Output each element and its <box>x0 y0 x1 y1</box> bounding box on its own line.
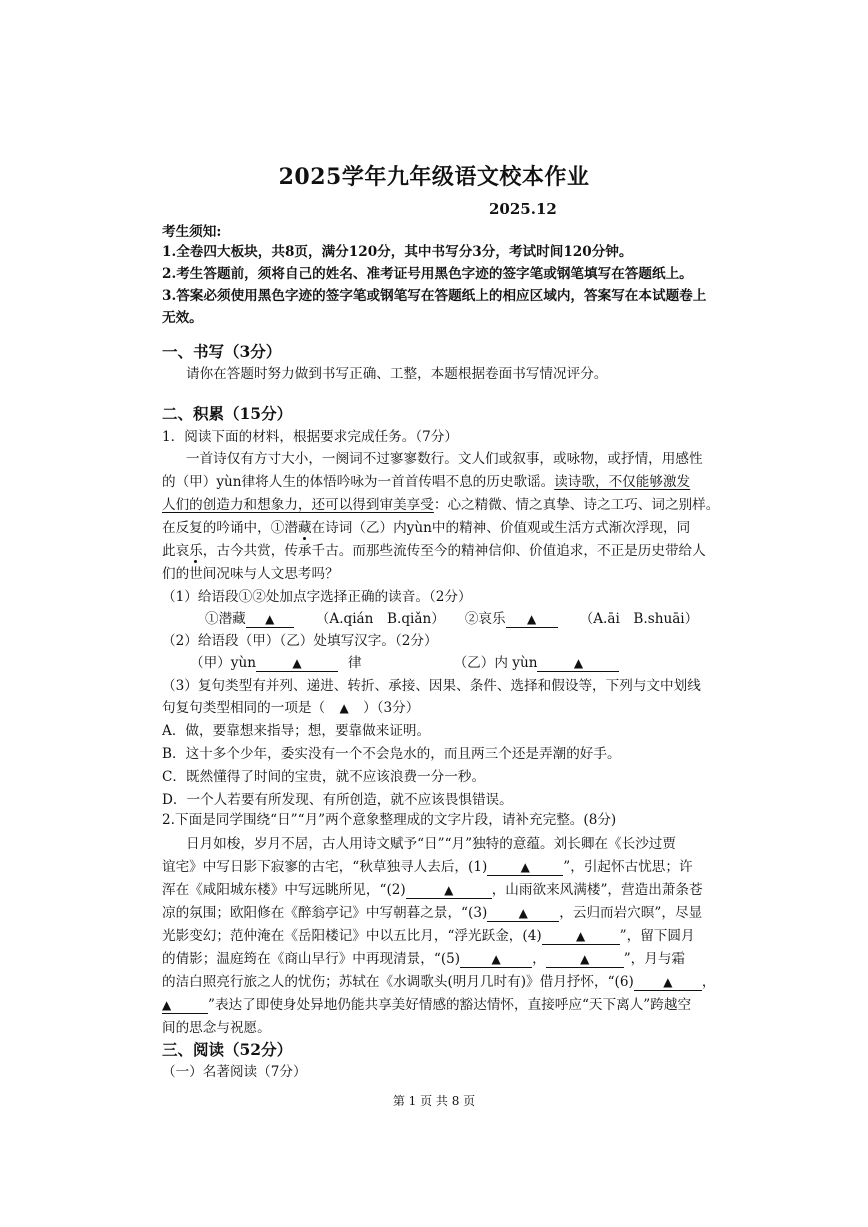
triangle-icon: ▲ <box>520 860 530 874</box>
underlined-sentence: 人们的创造力和想象力，还可以得到审美享受 <box>162 497 434 513</box>
answer-blank <box>162 998 208 1014</box>
section3-heading: 三、阅读（52分） <box>162 1040 293 1059</box>
underlined-sentence: 读诗歌，不仅能够激发 <box>554 474 691 490</box>
answer-blank <box>487 906 559 922</box>
q2-line: 的洁白照亮行旅之人的忧伤；苏轼在《水调歌头(明月几时有)》借月抒怀，“(6) ▲ ， <box>162 974 716 990</box>
dotted-char: 藏 <box>297 520 312 536</box>
choice-option: C．既然懂得了时间的宝贵，就不应该浪费一分一秒。 <box>162 769 486 785</box>
q2-line: 凉的氛围；欧阳修在《醉翁亭记》中写朝暮之景，“(3) ▲ ，云归而岩穴暝”，尽显 <box>162 905 703 921</box>
triangle-icon: ▲ <box>162 998 172 1012</box>
answer-blank <box>487 860 563 876</box>
q2-line: ▲ ”表达了即使身处异地仍能共享美好情感的豁达情怀，直接呼应“天下离人”跨越空 <box>162 997 692 1013</box>
choice-option: A．做，要靠想来指导；想，要靠做来证明。 <box>162 723 431 739</box>
exam-date: 2025.12 <box>489 200 557 218</box>
passage-line: 此哀乐，古今共赏，传承千古。而那些流传至今的精神信仰、价值追求，不正是历史带给人 <box>162 543 706 559</box>
q2-line: 浑在《咸阳城东楼》中写远眺所见，“(2) ▲ ，山雨欲来风满楼”，营造出萧条苍 <box>162 882 703 898</box>
section1-text: 请你在答题时努力做到书写正确、工整，本题根据卷面书写情况评分。 <box>186 366 608 382</box>
q1-sub3-stem: 句复句类型相同的一项是（ ▲ ）（3分） <box>162 700 420 716</box>
page-footer: 第 1 页 共 8 页 <box>392 1094 476 1108</box>
q2-line: 谊宅》中写日影下寂寥的古宅，“秋草独寻人去后，(1) ▲ ”，引起怀古忧思；许 <box>162 859 693 875</box>
triangle-icon: ▲ <box>518 906 528 920</box>
q1-sub2-stem: （2）给语段（甲）（乙）处填写汉字。（2分） <box>162 633 438 649</box>
passage-line: 的（甲）yùn律将人生的体悟吟咏为一首首传唱不息的历史歌谣。读诗歌，不仅能够激发 <box>162 474 691 490</box>
triangle-icon: ▲ <box>580 952 590 966</box>
page-title: 2025学年九年级语文校本作业 <box>278 164 590 190</box>
q2-line: 间的思念与祝愿。 <box>162 1020 271 1036</box>
answer-blank <box>537 656 619 672</box>
triangle-icon: ▲ <box>527 612 537 626</box>
notice-item: 1.全卷四大板块，共8页，满分120分，其中书写分3分，考试时间120分钟。 <box>162 244 633 260</box>
choice-option: B．这十多个少年，委实没有一个不会凫水的，而且两三个还是弄潮的好手。 <box>162 746 621 762</box>
q1-sub2-blanks: （甲）yùn ▲ 律 （乙）内 yùn ▲ <box>190 653 619 673</box>
answer-blank <box>406 883 492 899</box>
answer-blank <box>542 929 620 945</box>
q1-stem: 1．阅读下面的材料，根据要求完成任务。（7分） <box>162 429 458 445</box>
triangle-icon: ▲ <box>573 656 584 670</box>
triangle-icon: ▲ <box>663 975 673 989</box>
section3-sub: （一）名著阅读（7分） <box>162 1064 307 1080</box>
triangle-icon: ▲ <box>339 701 349 715</box>
q2-line: 的倩影；温庭筠在《商山早行》中再现清景，“(5) ▲ ， ▲ ”，月与霜 <box>162 951 686 967</box>
triangle-icon: ▲ <box>444 883 454 897</box>
section2-heading: 二、积累（15分） <box>162 404 293 423</box>
passage-line: 在反复的吟诵中，①潜藏在诗词（乙）内yùn中的精神、价值观或生活方式渐次浮现，同 <box>162 520 691 536</box>
answer-blank <box>634 975 702 991</box>
answer-blank <box>256 656 338 672</box>
notice-item: 3.答案必须使用黑色字迹的签字笔或钢笔写在答题纸上的相应区域内，答案写在本试题卷上 <box>162 288 707 304</box>
triangle-icon: ▲ <box>491 952 501 966</box>
q2-line: 光影变幻；范仲淹在《岳阳楼记》中以五比月，“浮光跃金，(4) ▲ ”，留下圆月 <box>162 928 695 944</box>
notice-heading: 考生须知: <box>162 224 222 240</box>
q2-stem: 2.下面是同学围绕“日”“月”两个意象整理成的文字片段，请补充完整。(8分) <box>162 812 617 828</box>
section1-heading: 一、书写（3分） <box>162 342 282 361</box>
answer-blank <box>506 612 558 628</box>
q1-sub1-stem: （1）给语段①②处加点字选择正确的读音。（2分） <box>162 589 472 605</box>
notice-item: 2.考生答题前，须将自己的姓名、准考证号用黑色字迹的签字笔或钢笔填写在答题纸上。 <box>162 266 693 282</box>
answer-blank <box>460 952 532 968</box>
q2-line: 日月如梭，岁月不居，古人用诗文赋予“日”“月”独特的意蕴。刘长卿在《长沙过贾 <box>186 836 676 852</box>
q1-sub1-options: ①潜藏 ▲ （A.qián B.qiǎn） ②哀乐 ▲ （A.āi B.shuāi） <box>205 611 699 627</box>
dotted-char: 乐 <box>189 543 203 559</box>
q1-sub3-stem: （3）复句类型有并列、递进、转折、承接、因果、条件、选择和假设等，下列与文中划线 <box>162 678 701 694</box>
triangle-icon: ▲ <box>292 656 302 670</box>
answer-blank <box>546 952 624 968</box>
passage-line: 一首诗仅有方寸大小，一阕词不过寥寥数行。文人们或叙事，或咏物，或抒情，用感性 <box>186 451 703 467</box>
triangle-icon: ▲ <box>265 612 275 626</box>
passage-line: 们的世间况味与人文思考吗？ <box>162 566 339 582</box>
answer-blank <box>246 612 294 628</box>
choice-option: D．一个人若要有所发现、有所创造，就不应该畏惧错误。 <box>162 792 513 808</box>
passage-line: 人们的创造力和想象力，还可以得到审美享受：心之精微、情之真挚、诗之工巧、词之别样。 <box>162 497 720 513</box>
triangle-icon: ▲ <box>576 929 586 943</box>
notice-item: 无效。 <box>162 310 203 326</box>
